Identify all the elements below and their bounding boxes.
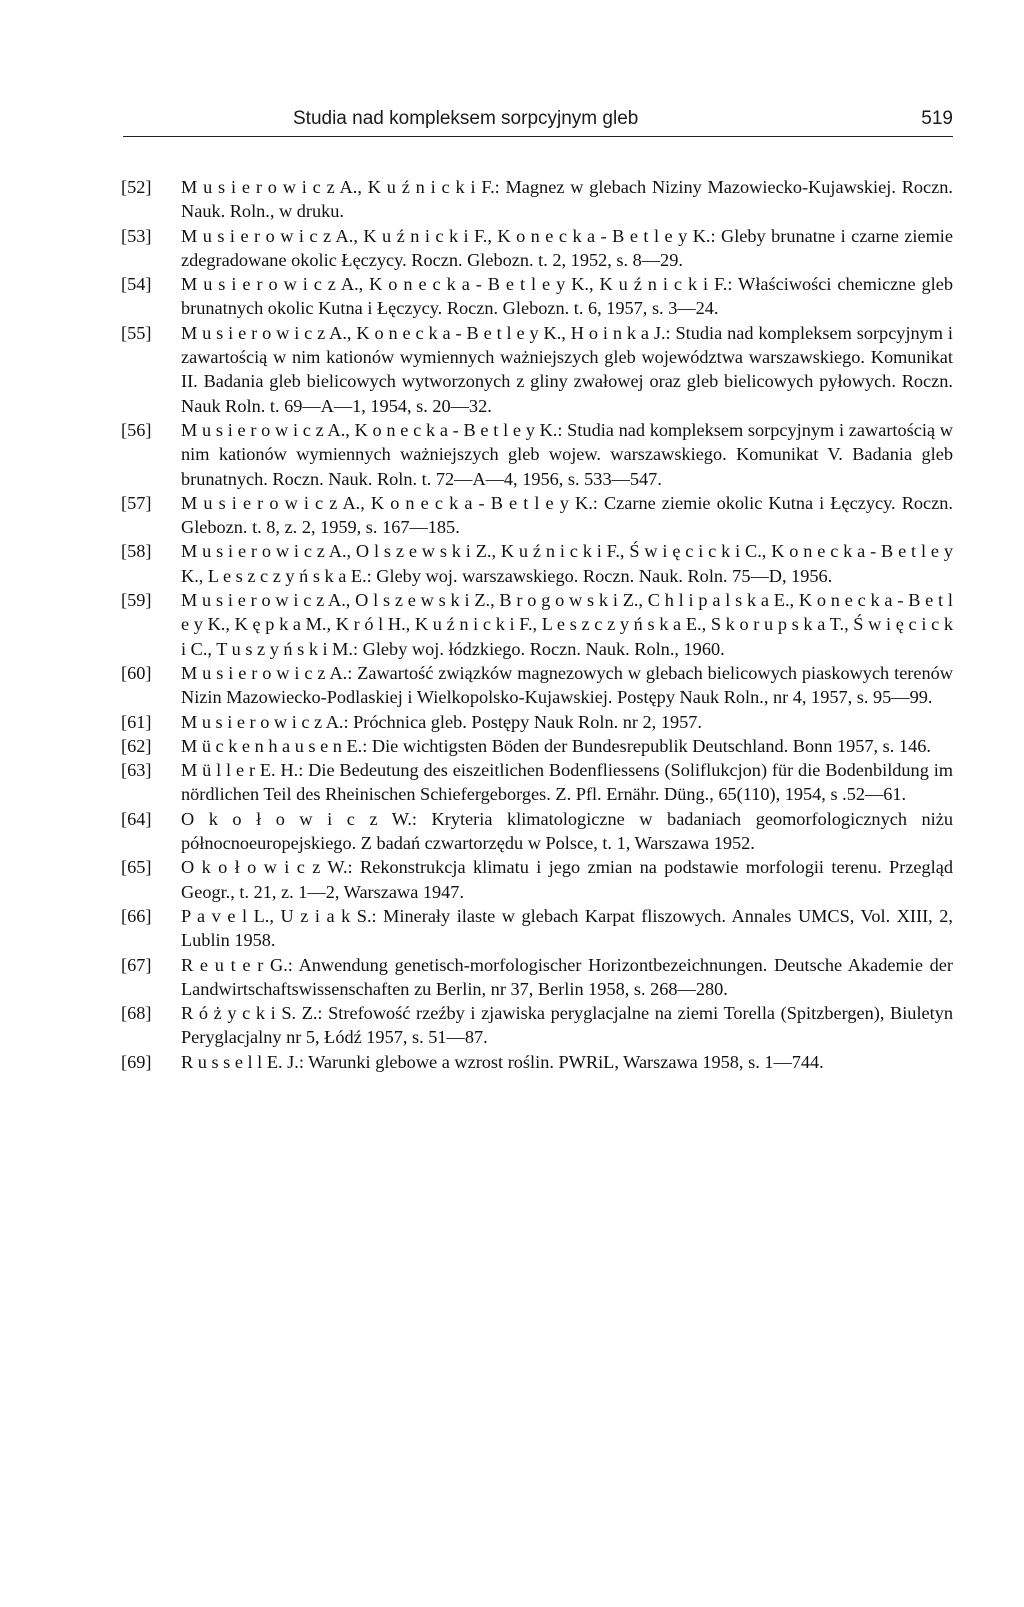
reference-text: O k o ł o w i c z W.: Rekonstrukcja klimatu i jego zmian na podstawie morfologii terenu. Przegląd Geogr., t. 21, z. 1—2, Warszawa 1947.	[181, 857, 953, 902]
reference-number: [64]	[121, 808, 152, 829]
reference-item	[121, 418, 953, 491]
reference-item	[121, 734, 953, 758]
reference-number: [54]	[121, 274, 152, 295]
reference-item	[121, 321, 953, 418]
reference-text: M u s i e r o w i c z A.: Zawartość związków magnezowych w glebach bielicowych piaskowych terenów Nizin Mazowiecko-Podlaskiej i Wielkopolsko-Kujawskiej. Postępy Nauk Roln., nr 4, 1957, s. 95—99.	[181, 662, 953, 708]
reference-number: [56]	[121, 419, 152, 440]
reference-item	[121, 904, 953, 953]
reference-number: [61]	[121, 711, 152, 732]
page-number: 519	[921, 108, 953, 129]
reference-text: M u s i e r o w i c z A., K o n e c k a - B e t l e y K., K u ź n i c k i F.: Właściwości chemiczne gleb brunatnych okolic Kutna i Łęczycy. Roczn. Glebozn. t. 6, 1957, s. 3—24.	[181, 274, 953, 319]
reference-item	[121, 1050, 953, 1074]
reference-text: M u s i e r o w i c z A., K o n e c k a - B e t l e y K.: Czarne ziemie okolic Kutna i Łęczycy. Roczn. Glebozn. t. 8, z. 2, 1959, s. 167—185.	[181, 492, 953, 538]
reference-text: R e u t e r G.: Anwendung genetisch-morfologischer Horizontbezeichnungen. Deutsche Akademie der Landwirtschaftswissenschaften zu Berlin, nr 37, Berlin 1958, s. 268—280.	[181, 954, 953, 999]
reference-item	[121, 953, 953, 1002]
reference-item	[121, 855, 953, 904]
reference-text: M u s i e r o w i c z A.: Próchnica gleb. Postępy Nauk Roln. nr 2, 1957.	[181, 711, 702, 732]
reference-number: [55]	[121, 322, 152, 343]
reference-number: [67]	[121, 954, 152, 975]
reference-item	[121, 491, 953, 540]
reference-item	[121, 272, 953, 321]
reference-number: [58]	[121, 541, 152, 562]
reference-item	[121, 710, 953, 734]
reference-text: M u s i e r o w i c z A., K o n e c k a - B e t l e y K.: Studia nad kompleksem sorpcyjnym i zawartością w nim kationów wymiennych ważniejszych gleb wojew. warszawskiego. Komunikat V. Badania gleb brunatnych. Roczn. Nauk. Roln. t. 72—A—4, 1956, s. 533—547.	[181, 419, 953, 489]
reference-text: M u s i e r o w i c z A., K o n e c k a - B e t l e y K., H o i n k a J.: Studia nad kompleksem sorpcyjnym i zawartością w nim kationów wymiennych ważniejszych gleb województwa warszawskiego. Komunikat II. Badania gleb bielicowych wytworzonych z gliny zwałowej oraz gleb bielicowych pyłowych. Roczn. Nauk Roln. t. 69—A—1, 1954, s. 20—32.	[181, 322, 953, 416]
reference-number: [69]	[121, 1051, 152, 1072]
reference-item	[121, 588, 953, 661]
reference-number: [60]	[121, 662, 152, 683]
reference-text: M u s i e r o w i c z A., K u ź n i c k i F., K o n e c k a - B e t l e y K.: Gleby brunatne i czarne ziemie zdegradowane okolic Łęczycy. Roczn. Glebozn. t. 2, 1952, s. 8—29.	[181, 225, 953, 270]
reference-text: P a v e l L., U z i a k S.: Minerały ilaste w glebach Karpat fliszowych. Annales UMCS, Vol. XIII, 2, Lublin 1958.	[181, 905, 953, 951]
reference-number: [52]	[121, 177, 152, 197]
reference-item	[121, 175, 953, 224]
reference-item	[121, 807, 953, 856]
reference-text: R u s s e l l E. J.: Warunki glebowe a wzrost roślin. PWRiL, Warszawa 1958, s. 1—744.	[181, 1051, 824, 1072]
reference-text: M ü l l e r E. H.: Die Bedeutung des eiszeitlichen Bodenfliessens (Soliflukcjon) für die Bodenbildung im nördlichen Teil des Rheinischen Schiefergeborges. Z. Pfl. Ernähr. Düng., 65(110), 1954, s .52—61.	[181, 760, 953, 805]
reference-text: M u s i e r o w i c z A., K u ź n i c k i F.: Magnez w glebach Niziny Mazowiecko-Kujawskiej. Roczn. Nauk. Roln., w druku.	[181, 177, 953, 222]
reference-item	[121, 224, 953, 273]
reference-text: R ó ż y c k i S. Z.: Strefowość rzeźby i zjawiska peryglacjalne na ziemi Torella (Spitzbergen), Biuletyn Peryglacjalny nr 5, Łódź 1957, s. 51—87.	[181, 1003, 953, 1048]
reference-item	[121, 758, 953, 807]
reference-number: [59]	[121, 590, 152, 611]
reference-list	[121, 175, 953, 1074]
reference-number: [63]	[121, 760, 152, 781]
reference-number: [65]	[121, 857, 152, 878]
reference-item	[121, 1001, 953, 1050]
reference-number: [53]	[121, 225, 152, 246]
reference-number: [62]	[121, 735, 152, 756]
reference-number: [57]	[121, 492, 152, 513]
reference-text: M ü c k e n h a u s e n E.: Die wichtigsten Böden der Bundesrepublik Deutschland. Bonn 1957, s. 146.	[181, 735, 931, 756]
reference-number: [66]	[121, 905, 152, 926]
reference-text: M u s i e r o w i c z A., O l s z e w s k i Z., K u ź n i c k i F., Ś w i ę c i c k i C., K o n e c k a - B e t l e y K., L e s z c z y ń s k a E.: Gleby woj. warszawskiego. Roczn. Nauk. Roln. 75—D, 1956.	[181, 541, 953, 586]
reference-item	[121, 661, 953, 710]
running-title: Studia nad kompleksem sorpcyjnym gleb	[293, 108, 639, 129]
reference-item	[121, 539, 953, 588]
reference-text: M u s i e r o w i c z A., O l s z e w s k i Z., B r o g o w s k i Z., C h l i p a l s k a E., K o n e c k a - B e t l e y K., K ę p k a M., K r ó l H., K u ź n i c k i F., L e s z c z y ń s k a E., S k o r u p s k a T., Ś w i ę c i c k i C., T u s z y ń s k i M.: Gleby woj. łódzkiego. Roczn. Nauk. Roln., 1960.	[181, 590, 953, 659]
reference-number: [68]	[121, 1003, 152, 1024]
page-header	[123, 106, 953, 137]
reference-text: O k o ł o w i c z W.: Kryteria klimatologiczne w badaniach geomorfologicznych niżu północnoeuropejskiego. Z badań czwartorzędu w Polsce, t. 1, Warszawa 1952.	[181, 808, 953, 854]
